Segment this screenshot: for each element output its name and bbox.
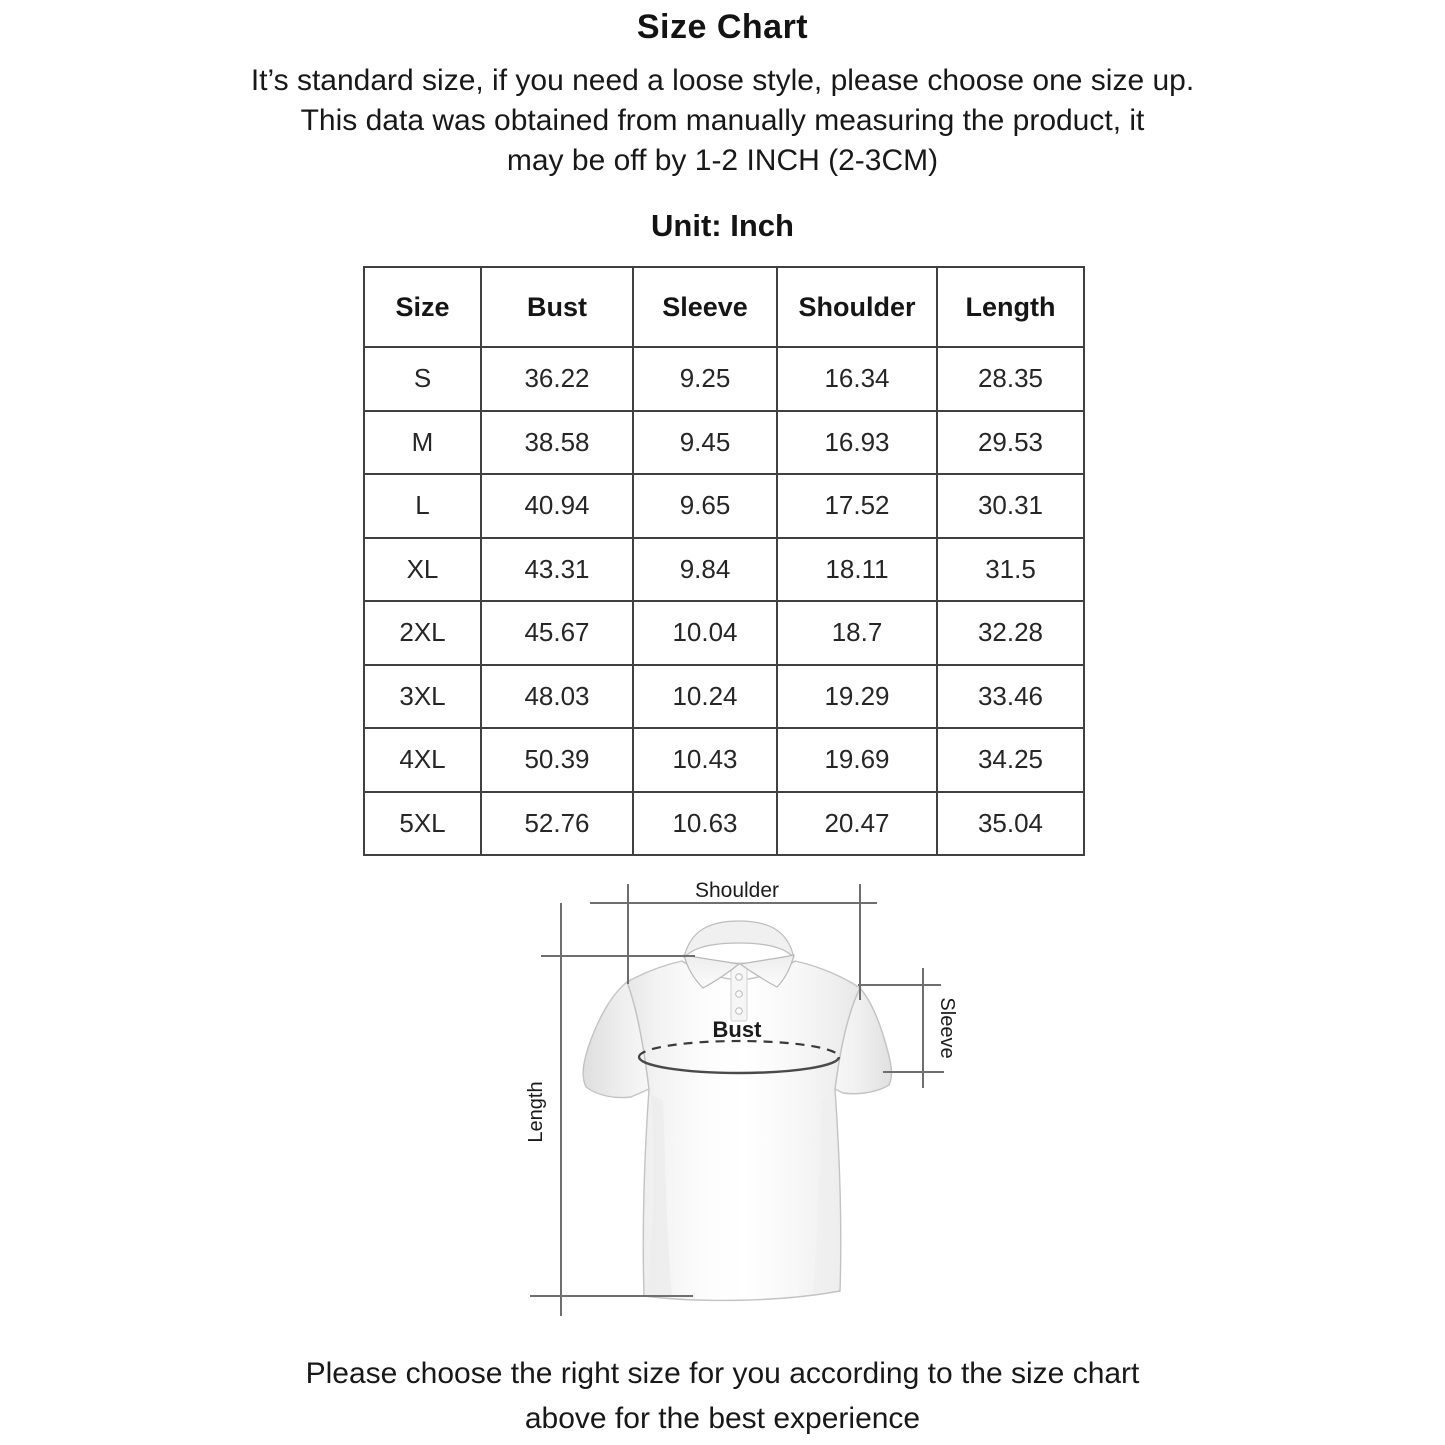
table-row	[364, 792, 1084, 856]
bust-label: Bust	[712, 1017, 762, 1042]
shirt-button	[736, 991, 743, 998]
column-header-length: Length	[937, 267, 1084, 347]
length-cell: 33.46	[937, 665, 1084, 729]
shoulder-cell: 18.11	[777, 538, 937, 602]
table-row	[364, 474, 1084, 538]
size-cell: 5XL	[364, 792, 481, 856]
bust-cell: 38.58	[481, 411, 633, 475]
table-row	[364, 538, 1084, 602]
shoulder-cell: 17.52	[777, 474, 937, 538]
bust-cell: 52.76	[481, 792, 633, 856]
sleeve-cell: 9.25	[633, 347, 777, 411]
size-cell: XL	[364, 538, 481, 602]
sleeve-label: Sleeve	[936, 997, 958, 1059]
size-cell: 3XL	[364, 665, 481, 729]
sleeve-cell: 10.63	[633, 792, 777, 856]
sleeve-cell: 9.84	[633, 538, 777, 602]
sleeve-cell: 10.24	[633, 665, 777, 729]
size-table	[363, 266, 1085, 856]
sleeve-cell: 9.45	[633, 411, 777, 475]
length-cell: 28.35	[937, 347, 1084, 411]
shoulder-cell: 19.69	[777, 728, 937, 792]
footer-line: above for the best experience	[524, 1402, 921, 1435]
table-row	[364, 665, 1084, 729]
polo-shirt-illustration	[583, 921, 891, 1300]
length-cell: 34.25	[937, 728, 1084, 792]
length-cell: 29.53	[937, 411, 1084, 475]
size-cell: 2XL	[364, 601, 481, 665]
shoulder-label: Shoulder	[694, 879, 780, 902]
subtitle-line: It’s standard size, if you need a loose style, please choose one size up.	[250, 64, 1195, 97]
column-header-size: Size	[364, 267, 481, 347]
bust-cell: 36.22	[481, 347, 633, 411]
unit-label: Unit: Inch	[651, 208, 794, 243]
bust-cell: 40.94	[481, 474, 633, 538]
column-header-bust: Bust	[481, 267, 633, 347]
bust-cell: 50.39	[481, 728, 633, 792]
length-label: Length	[525, 1081, 547, 1143]
bust-cell: 45.67	[481, 601, 633, 665]
length-cell: 32.28	[937, 601, 1084, 665]
page-title: Size Chart	[636, 8, 809, 46]
length-cell: 31.5	[937, 538, 1084, 602]
shirt-button	[736, 974, 743, 981]
shoulder-cell: 16.34	[777, 347, 937, 411]
sleeve-cell: 10.04	[633, 601, 777, 665]
shoulder-cell: 19.29	[777, 665, 937, 729]
table-row	[364, 411, 1084, 475]
subtitle-line: may be off by 1-2 INCH (2-3CM)	[506, 144, 939, 177]
footer-line: Please choose the right size for you according to the size chart	[305, 1357, 1140, 1390]
table-row	[364, 347, 1084, 411]
table-row	[364, 728, 1084, 792]
sleeve-cell: 9.65	[633, 474, 777, 538]
shoulder-cell: 18.7	[777, 601, 937, 665]
shoulder-cell: 16.93	[777, 411, 937, 475]
bust-cell: 43.31	[481, 538, 633, 602]
shirt-collar-back	[684, 921, 794, 958]
shirt-button	[736, 1008, 743, 1015]
size-cell: M	[364, 411, 481, 475]
column-header-sleeve: Sleeve	[633, 267, 777, 347]
length-cell: 30.31	[937, 474, 1084, 538]
sleeve-cell: 10.43	[633, 728, 777, 792]
length-cell: 35.04	[937, 792, 1084, 856]
table-row	[364, 601, 1084, 665]
footer-note	[0, 1351, 1445, 1441]
shoulder-cell: 20.47	[777, 792, 937, 856]
size-cell: S	[364, 347, 481, 411]
subtitle	[0, 61, 1445, 181]
subtitle-line: This data was obtained from manually measuring the product, it	[300, 104, 1145, 137]
shirt-measurement-diagram	[480, 860, 980, 1330]
size-cell: L	[364, 474, 481, 538]
bust-cell: 48.03	[481, 665, 633, 729]
column-header-shoulder: Shoulder	[777, 267, 937, 347]
table-header-row	[364, 267, 1084, 347]
size-cell: 4XL	[364, 728, 481, 792]
